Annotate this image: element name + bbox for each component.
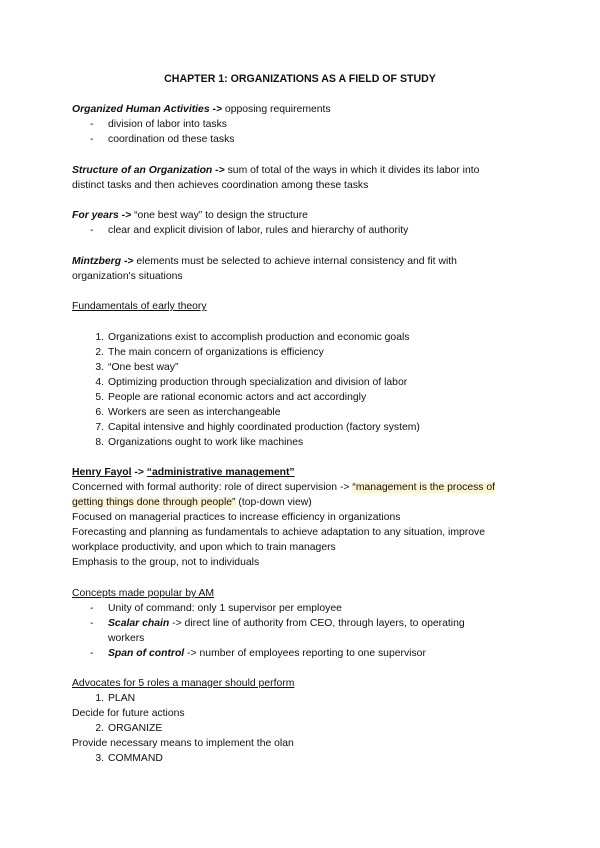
mintzberg-term: Mintzberg -> bbox=[72, 256, 134, 267]
list-number: 3. bbox=[95, 362, 104, 373]
bullet-dash: - bbox=[90, 225, 94, 236]
structure-text-2: distinct tasks and then achieves coordination among these tasks bbox=[72, 180, 369, 191]
concepts-bullet-2 bbox=[108, 617, 465, 631]
oha-bullet-1: division of labor into tasks bbox=[108, 119, 227, 130]
scalar-chain-term: Scalar chain bbox=[108, 618, 170, 629]
span-of-control-term: Span of control bbox=[108, 648, 185, 659]
fayol-line-3: Focused on managerial practices to increase efficiency in organizations bbox=[72, 512, 401, 523]
bullet-dash: - bbox=[90, 134, 94, 145]
fayol-line-4: Forecasting and planning as fundamentals to achieve adaptation to any situation, improve bbox=[72, 527, 486, 538]
mintzberg-text-2: organization's situations bbox=[72, 271, 183, 282]
role-command: COMMAND bbox=[108, 753, 163, 764]
list-number: 4. bbox=[95, 377, 104, 388]
fayol-name: Henry Fayol bbox=[72, 467, 132, 478]
years-text: “one best way” to design the structure bbox=[131, 210, 308, 221]
concepts-bullet-2-cont: workers bbox=[108, 633, 145, 644]
fayol-line-5: workplace productivity, and upon which to train managers bbox=[72, 542, 336, 553]
list-number: 2. bbox=[95, 723, 104, 734]
scalar-chain-text: -> direct line of authority from CEO, through layers, to operating bbox=[169, 618, 465, 629]
fayol-text: Concerned with formal authority: role of direct supervision -> bbox=[72, 482, 353, 493]
fayol-line-6: Emphasis to the group, not to individuals bbox=[72, 557, 260, 568]
role-plan: PLAN bbox=[108, 693, 136, 704]
concepts-bullet-3 bbox=[108, 647, 426, 661]
fundamentals-heading: Fundamentals of early theory bbox=[72, 301, 207, 312]
fundamentals-item: Capital intensive and highly coordinated production (factory system) bbox=[108, 422, 420, 433]
years-paragraph bbox=[72, 209, 308, 223]
structure-paragraph bbox=[72, 164, 479, 178]
fundamentals-item: Organizations ought to work like machines bbox=[108, 437, 304, 448]
oha-term: Organized Human Activities -> bbox=[72, 104, 223, 115]
bullet-dash: - bbox=[90, 618, 94, 629]
span-of-control-text: -> number of employees reporting to one supervisor bbox=[184, 648, 426, 659]
fundamentals-item: “One best way” bbox=[108, 362, 179, 373]
fayol-text: (top-down view) bbox=[235, 497, 312, 508]
fayol-highlight-2: getting things done through people” bbox=[72, 497, 236, 508]
structure-term: Structure of an Organization -> bbox=[72, 165, 225, 176]
bullet-dash: - bbox=[90, 648, 94, 659]
list-number: 5. bbox=[95, 392, 104, 403]
list-number: 1. bbox=[95, 332, 104, 343]
role-plan-desc: Decide for future actions bbox=[72, 708, 185, 719]
years-bullet: clear and explicit division of labor, rules and hierarchy of authority bbox=[108, 225, 409, 236]
list-number: 2. bbox=[95, 347, 104, 358]
page-title: CHAPTER 1: ORGANIZATIONS AS A FIELD OF STUDY bbox=[164, 73, 436, 85]
years-term: For years -> bbox=[72, 210, 132, 221]
oha-bullet-2: coordination od these tasks bbox=[108, 134, 235, 145]
list-number: 8. bbox=[95, 437, 104, 448]
list-number: 7. bbox=[95, 422, 104, 433]
bullet-dash: - bbox=[90, 603, 94, 614]
fundamentals-item: Organizations exist to accomplish production and economic goals bbox=[108, 332, 410, 343]
fundamentals-item: The main concern of organizations is efficiency bbox=[108, 347, 324, 358]
list-number: 1. bbox=[95, 693, 104, 704]
list-number: 3. bbox=[95, 753, 104, 764]
concepts-bullet-1: Unity of command: only 1 supervisor per employee bbox=[108, 603, 342, 614]
fayol-quote: “administrative management” bbox=[146, 467, 295, 478]
role-organize-desc: Provide necessary means to implement the olan bbox=[72, 738, 294, 749]
fundamentals-item: Optimizing production through specialization and division of labor bbox=[108, 377, 408, 388]
list-number: 6. bbox=[95, 407, 104, 418]
oha-text: opposing requirements bbox=[222, 104, 331, 115]
concepts-heading: Concepts made popular by AM bbox=[72, 588, 215, 599]
role-organize: ORGANIZE bbox=[108, 723, 163, 734]
structure-text-1: sum of total of the ways in which it divides its labor into bbox=[224, 165, 480, 176]
fayol-line-2 bbox=[72, 496, 312, 510]
mintzberg-text-1: elements must be selected to achieve internal consistency and fit with bbox=[133, 256, 457, 267]
oha-paragraph bbox=[72, 103, 331, 117]
fayol-arrow: -> bbox=[131, 467, 147, 478]
fundamentals-item: People are rational economic actors and act accordingly bbox=[108, 392, 367, 403]
fundamentals-item: Workers are seen as interchangeable bbox=[108, 407, 281, 418]
bullet-dash: - bbox=[90, 119, 94, 130]
fayol-highlight-1: “management is the process of bbox=[352, 482, 496, 493]
fayol-heading bbox=[72, 466, 295, 480]
mintzberg-paragraph bbox=[72, 255, 457, 269]
fayol-line-1 bbox=[72, 481, 495, 495]
advocates-heading: Advocates for 5 roles a manager should perform bbox=[72, 678, 295, 689]
